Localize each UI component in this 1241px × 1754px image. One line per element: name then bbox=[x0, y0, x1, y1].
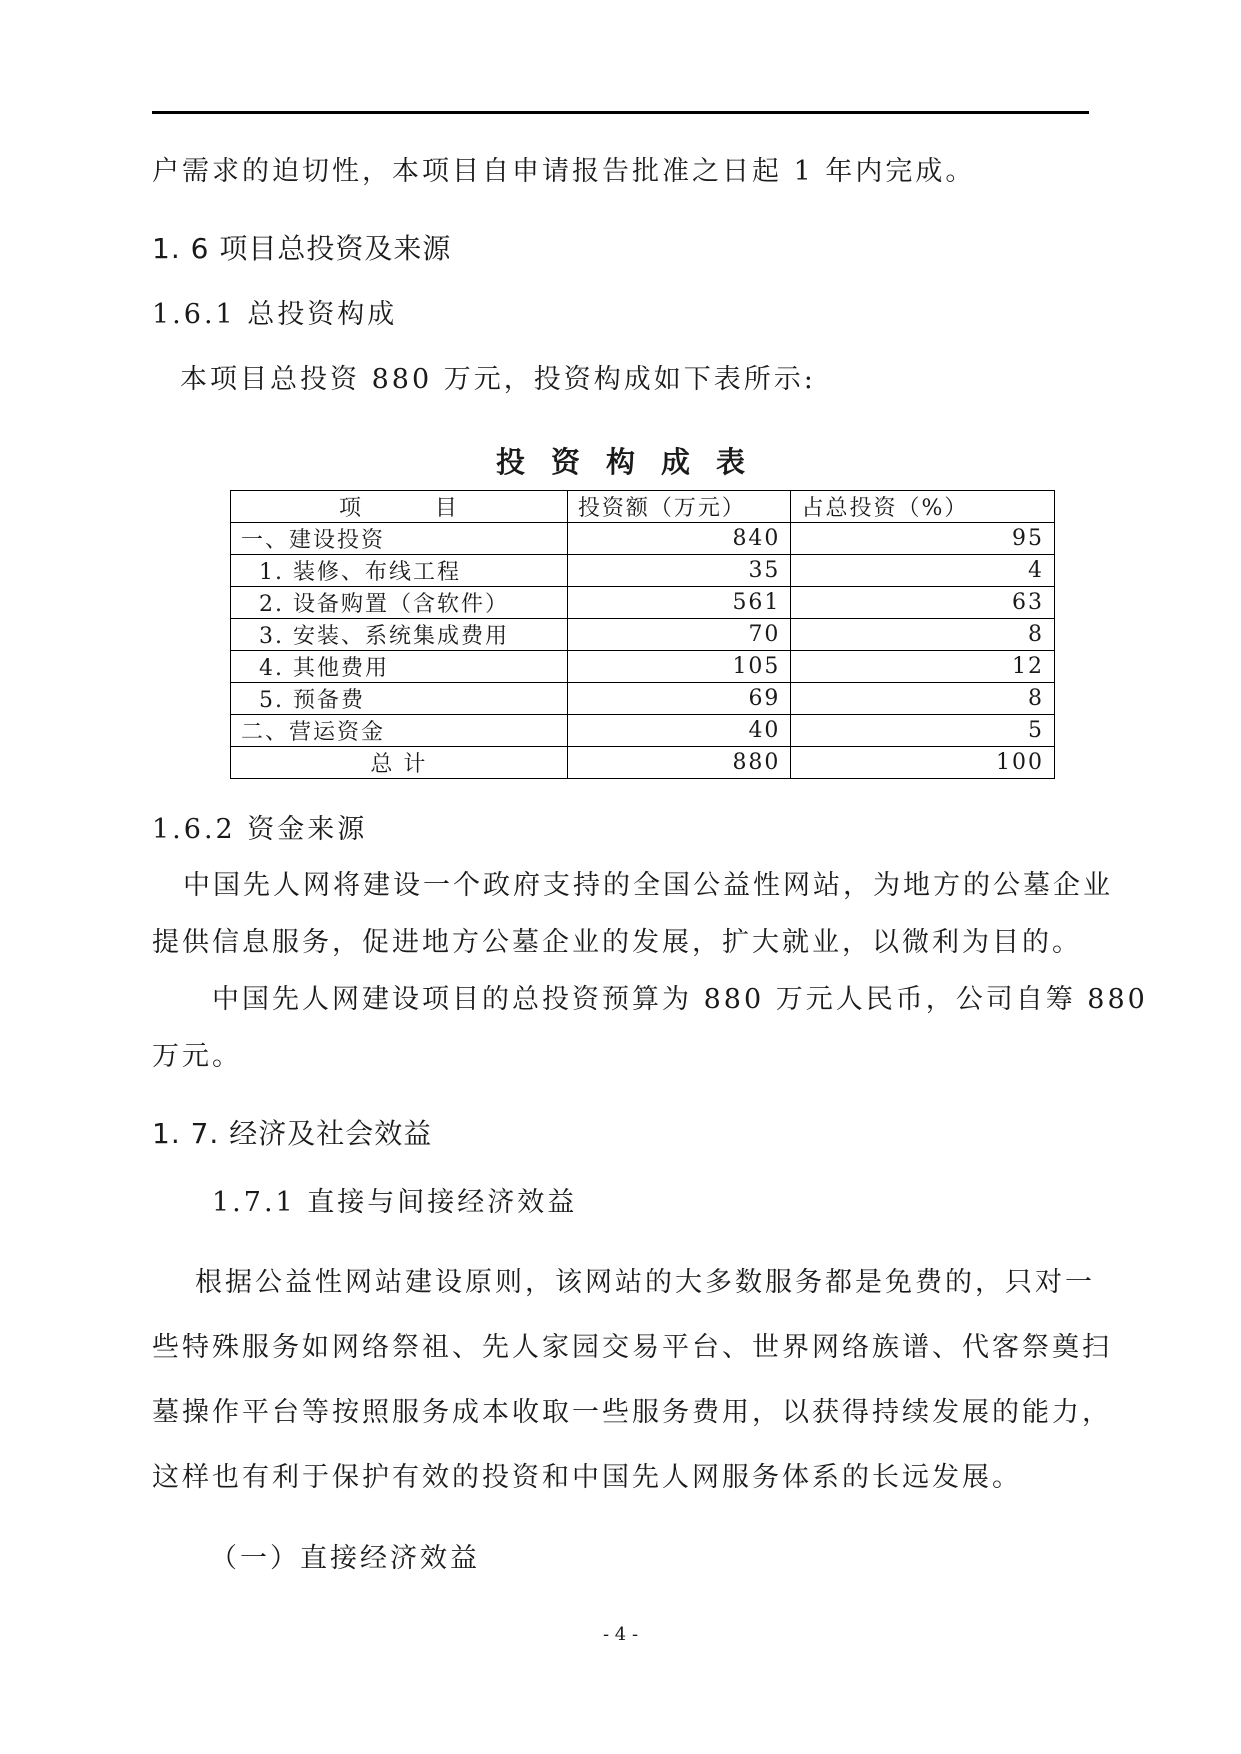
cell-percent: 5 bbox=[791, 715, 1055, 747]
cell-amount: 70 bbox=[567, 619, 791, 651]
cell-percent: 4 bbox=[791, 555, 1055, 587]
paragraph-total-investment: 本项目总投资 880 万元，投资构成如下表所示: bbox=[180, 364, 816, 395]
heading-1-6-1: 1.6.1 总投资构成 bbox=[152, 299, 398, 330]
paragraph-benefit-4: 这样也有利于保护有效的投资和中国先人网服务体系的长远发展。 bbox=[152, 1462, 1022, 1493]
cell-amount: 35 bbox=[567, 555, 791, 587]
cell-total-percent: 100 bbox=[791, 747, 1055, 779]
heading-1-7: 1. 7. 经济及社会效益 bbox=[152, 1117, 433, 1150]
cell-item: 1. 装修、布线工程 bbox=[231, 555, 568, 587]
page-number: - 4 - bbox=[602, 1624, 639, 1645]
cell-total-amount: 880 bbox=[567, 747, 791, 779]
table-title bbox=[0, 440, 1241, 481]
table-row bbox=[231, 651, 1055, 683]
cell-item: 5. 预备费 bbox=[231, 683, 568, 715]
table-row bbox=[231, 523, 1055, 555]
paragraph-source-1a: 中国先人网将建设一个政府支持的全国公益性网站，为地方的公墓企业 bbox=[183, 870, 1113, 901]
cell-amount: 69 bbox=[567, 683, 791, 715]
table-row bbox=[231, 619, 1055, 651]
cell-amount: 40 bbox=[567, 715, 791, 747]
cell-percent: 8 bbox=[791, 619, 1055, 651]
paragraph-source-1b: 提供信息服务，促进地方公墓企业的发展，扩大就业，以微利为目的。 bbox=[152, 927, 1082, 958]
cell-percent: 12 bbox=[791, 651, 1055, 683]
paragraph-source-2a: 中国先人网建设项目的总投资预算为 880 万元人民币，公司自筹 880 bbox=[212, 984, 1148, 1015]
cell-item: 3. 安装、系统集成费用 bbox=[231, 619, 568, 651]
heading-1-7-1: 1.7.1 直接与间接经济效益 bbox=[212, 1187, 578, 1218]
cell-percent: 8 bbox=[791, 683, 1055, 715]
paragraph-source-2b: 万元。 bbox=[152, 1041, 242, 1072]
table-title-char: 资 bbox=[550, 445, 580, 479]
table-header-row bbox=[231, 491, 1055, 523]
header-item: 项 目 bbox=[231, 491, 568, 523]
cell-item: 二、营运资金 bbox=[231, 715, 568, 747]
table-title-char: 构 bbox=[605, 445, 635, 479]
header-amount: 投资额（万元） bbox=[567, 491, 791, 523]
table-total-row bbox=[231, 747, 1055, 779]
table-row bbox=[231, 683, 1055, 715]
paragraph-benefit-3: 墓操作平台等按照服务成本收取一些服务费用，以获得持续发展的能力， bbox=[152, 1397, 1112, 1428]
heading-direct-benefit: （一）直接经济效益 bbox=[210, 1543, 480, 1574]
cell-item: 4. 其他费用 bbox=[231, 651, 568, 683]
table-title-char: 投 bbox=[495, 445, 525, 479]
cell-total-label: 总 计 bbox=[231, 747, 568, 779]
heading-1-6: 1. 6 项目总投资及来源 bbox=[152, 232, 452, 265]
table-row bbox=[231, 587, 1055, 619]
investment-table bbox=[230, 490, 1055, 779]
paragraph-benefit-2: 些特殊服务如网络祭祖、先人家园交易平台、世界网络族谱、代客祭奠扫 bbox=[152, 1332, 1112, 1363]
table-row bbox=[231, 715, 1055, 747]
cell-amount: 840 bbox=[567, 523, 791, 555]
cell-amount: 561 bbox=[567, 587, 791, 619]
table-row bbox=[231, 555, 1055, 587]
table-title-char: 成 bbox=[661, 445, 691, 479]
header-percent: 占总投资（%） bbox=[791, 491, 1055, 523]
cell-item: 一、建设投资 bbox=[231, 523, 568, 555]
heading-1-6-2: 1.6.2 资金来源 bbox=[152, 814, 368, 845]
cell-amount: 105 bbox=[567, 651, 791, 683]
header-rule bbox=[152, 111, 1089, 114]
cell-percent: 95 bbox=[791, 523, 1055, 555]
paragraph-benefit-1: 根据公益性网站建设原则，该网站的大多数服务都是免费的，只对一 bbox=[195, 1267, 1095, 1298]
cell-percent: 63 bbox=[791, 587, 1055, 619]
table-title-char: 表 bbox=[716, 445, 746, 479]
cell-item: 2. 设备购置（含软件） bbox=[231, 587, 568, 619]
paragraph-intro: 户需求的迫切性，本项目自申请报告批准之日起 1 年内完成。 bbox=[152, 156, 976, 187]
